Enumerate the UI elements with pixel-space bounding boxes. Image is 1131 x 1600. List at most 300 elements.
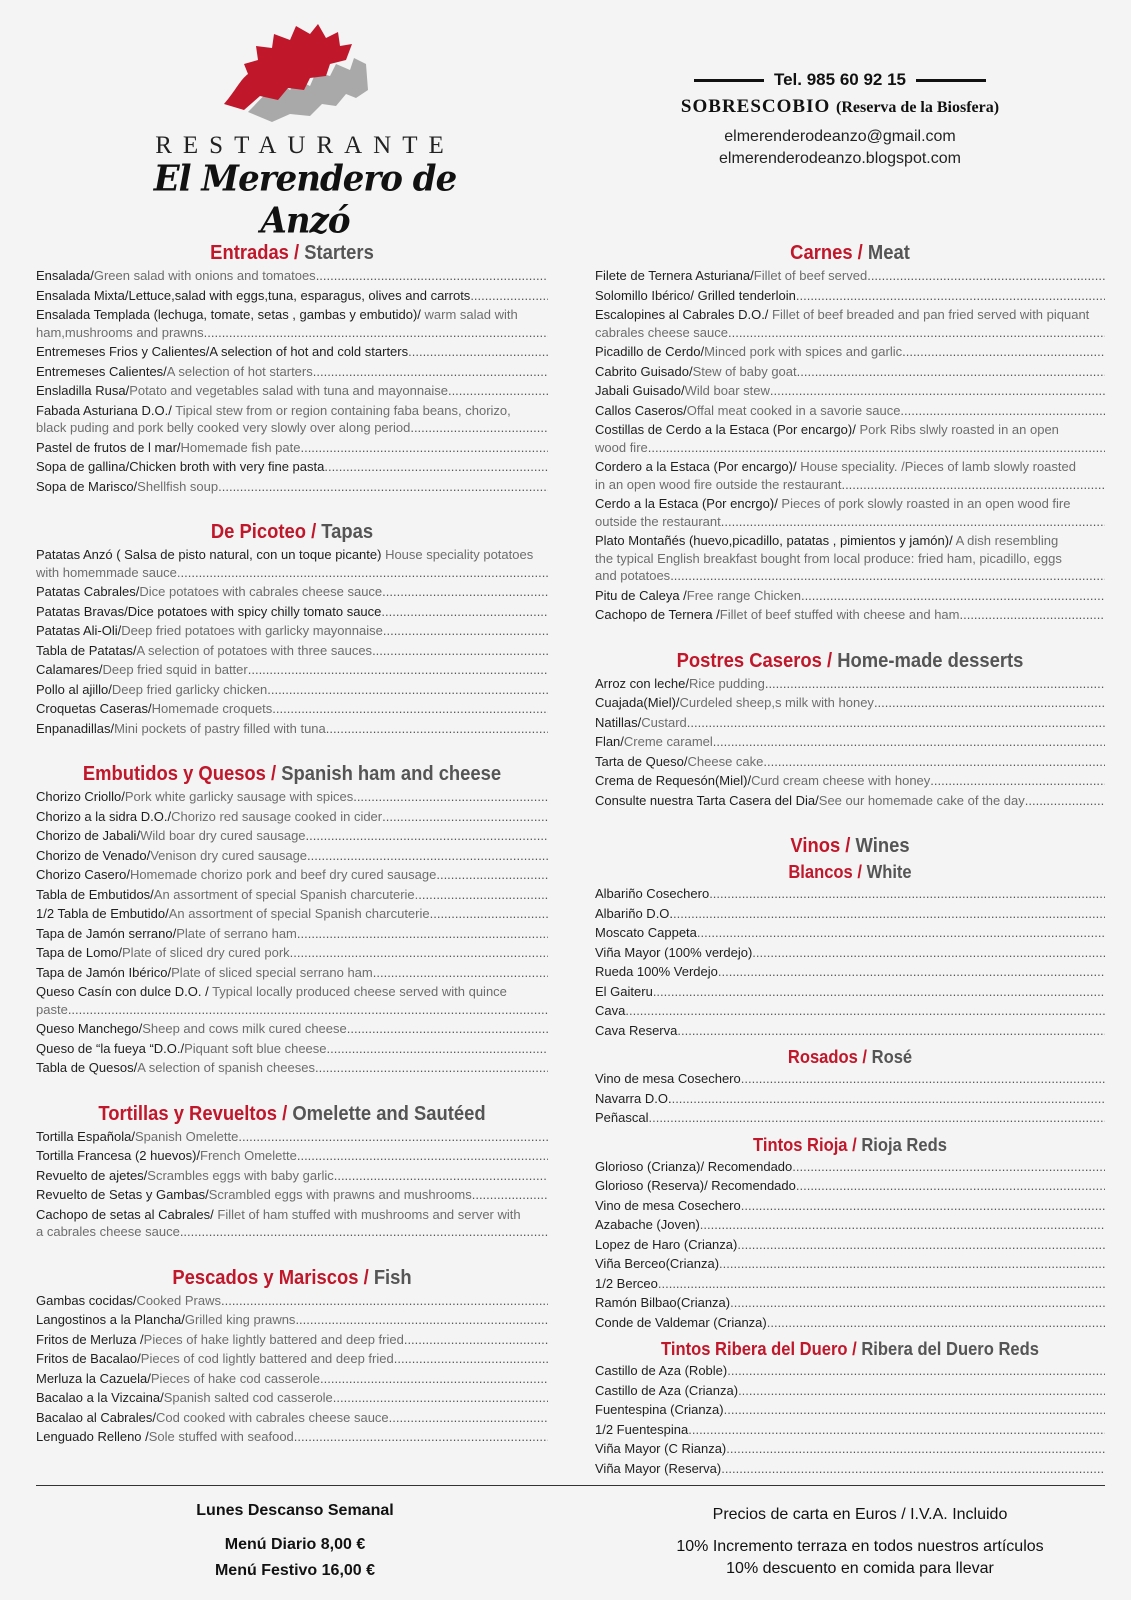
item-name: Pastel de frutos de l mar/ (36, 439, 181, 455)
item-description: Fillet of ham stuffed with mushrooms and server with (213, 1206, 521, 1222)
item-name: 1/2 Fuentespina (595, 1421, 689, 1437)
menu-item (36, 1167, 548, 1185)
item-name: Entremeses Frios y Calientes/A selection of hot and cold starters (36, 344, 409, 359)
menu-item (36, 642, 548, 660)
leader-dots (353, 788, 548, 806)
leader-dots (430, 905, 548, 923)
menu-item (595, 1314, 1105, 1332)
item-description: Pieces of hake lightly battered and deep fried (143, 1331, 404, 1347)
leader-dots (295, 1311, 548, 1329)
footer-right (640, 1504, 1080, 1580)
section-es: Postres Caseros (676, 649, 822, 672)
menu-item (595, 1440, 1105, 1458)
daily-menu-price: Menú Diario 8,00 € (224, 1536, 366, 1553)
item-name: Viña Berceo(Crianza) (595, 1256, 720, 1271)
item-description: Plate of sliced dry cured pork (122, 945, 290, 960)
section-en: Home-made desserts (837, 649, 1024, 672)
section-title-ribera: Tintos Ribera del Duero / Ribera del Duero Reds (661, 1339, 1039, 1359)
menu-item (595, 1177, 1105, 1195)
leader-dots (181, 564, 548, 582)
menu-item (595, 363, 1105, 381)
item-description: Stew of baby goat (692, 363, 797, 379)
item-name: Langostinos a la Plancha/ (36, 1312, 185, 1327)
item-description: Grilled king prawns (184, 1312, 296, 1327)
item-name: Queso de “la fueya “D.O./ (36, 1040, 185, 1056)
leader-dots (765, 675, 1105, 693)
section-en: Fish (373, 1266, 412, 1289)
menu-item (595, 694, 1105, 712)
menu-item (36, 439, 548, 457)
item-description: Homemade chorizo pork and beef dry cured sausage (129, 867, 437, 882)
item-description: and potatoes (595, 568, 671, 583)
section-es: Blancos (788, 862, 853, 882)
leader-dots (672, 1090, 1105, 1108)
item-description: Free range Chicken (686, 587, 801, 603)
item-name: Viña Mayor (100% verdejo) (595, 944, 753, 960)
item-name: Queso Manchego/ (36, 1021, 143, 1036)
menu-item (595, 1216, 1105, 1234)
item-description: Minced pork with spices and garlic (704, 344, 903, 359)
section-en: Ribera del Duero Reds (861, 1339, 1039, 1359)
item-name: Solomillo Ibérico/ Grilled tenderloin (595, 287, 796, 303)
item-description: See our homemade cake of the day (818, 792, 1025, 808)
leader-dots (1025, 792, 1105, 810)
leader-dots (410, 419, 548, 437)
item-name: Conde de Valdemar (Crianza) (595, 1314, 767, 1330)
section-es: De Picoteo (210, 521, 306, 543)
menu-item (36, 478, 548, 496)
item-description: in an open wood fire outside the restaurant (595, 476, 842, 492)
leader-dots (204, 324, 548, 342)
item-description: Pieces of hake cod casserole (150, 1370, 320, 1386)
menu-item (595, 733, 1105, 751)
menu-item (595, 1197, 1105, 1215)
menu-item (36, 1059, 548, 1077)
item-name: Cachopo de Ternera / (595, 607, 720, 622)
section-en: Omelette and Sautéed (292, 1102, 486, 1125)
brand-name: El Merendero de Anzó (153, 158, 457, 242)
menu-item (36, 925, 548, 943)
item-name: Ensalada Mixta/Lettuce,salad with eggs,tuna, esparagus, olives and carrots (36, 287, 471, 303)
section-es: Pescados y Mariscos (172, 1266, 359, 1289)
carnes-list (595, 267, 1105, 624)
item-name: Azabache (Joven) (595, 1217, 700, 1232)
leader-dots (238, 1128, 548, 1146)
menu-item (36, 944, 548, 962)
menu-item (36, 287, 548, 305)
menu-item (595, 1070, 1105, 1088)
menu-item (595, 343, 1105, 361)
leader-dots (721, 513, 1105, 531)
section-title-pescados: Pescados y Mariscos / Fish (172, 1266, 412, 1289)
leader-dots (347, 1020, 548, 1038)
item-description: A selection of hot starters (166, 363, 313, 379)
leader-dots (373, 964, 548, 982)
right-column (595, 240, 1105, 1479)
item-name: Cordero a la Estaca (Por encargo)/ (595, 459, 797, 474)
leader-dots (959, 606, 1105, 624)
leader-dots (267, 681, 548, 699)
leader-dots (394, 1350, 548, 1368)
menu-item (36, 306, 548, 341)
menu-header (0, 0, 1131, 242)
item-description: Scrambles eggs with baby garlic (147, 1167, 334, 1183)
menu-item (595, 1022, 1105, 1040)
menu-item (595, 753, 1105, 771)
item-description: Typical locally produced cheese served with quince (208, 984, 507, 999)
leader-dots (688, 1421, 1105, 1439)
item-description: Green salad with onions and tomatoes (93, 268, 316, 283)
item-name: Cuajada(Miel)/ (595, 695, 680, 710)
item-description: Fillet of beef stuffed with cheese and ham (719, 607, 960, 622)
rioja-list (595, 1158, 1105, 1332)
section-title-rioja: Tintos Rioja / Rioja Reds (753, 1134, 947, 1155)
menu-item (595, 714, 1105, 732)
item-name: Rueda 100% Verdejo (595, 964, 718, 979)
item-name: Arroz con leche/ (595, 675, 689, 691)
menu-item (595, 983, 1105, 1001)
leader-dots (796, 287, 1105, 305)
leader-dots (327, 1040, 548, 1058)
item-name: Chorizo Casero/ (36, 867, 130, 882)
section-en: Spanish ham and cheese (281, 763, 502, 785)
menu-item (36, 583, 548, 601)
section-es: Entradas (210, 242, 289, 264)
item-description: Curd cream cheese with honey (751, 773, 931, 788)
item-name: Peñascal (595, 1110, 649, 1125)
item-description: Pieces of pork slowly roasted in an open wood fire (777, 496, 1071, 511)
picoteo-list (36, 546, 548, 737)
item-description: Mini pockets of pastry filled with tuna (114, 720, 326, 736)
leader-dots (673, 905, 1105, 923)
leader-dots (248, 661, 548, 679)
menu-item (595, 287, 1105, 305)
menu-item (36, 1311, 548, 1329)
section-title-blancos: Blancos / White (788, 862, 912, 882)
leader-dots (867, 267, 1105, 285)
leader-dots (738, 1382, 1105, 1400)
brand-top: RESTAURANTE (155, 132, 455, 159)
item-name: Cabrito Guisado/ (595, 363, 693, 379)
item-description: Chorizo red sausage cooked in cider (171, 808, 383, 824)
leader-dots (797, 363, 1105, 381)
item-description: Dice potatoes with cabrales cheese sauce (139, 584, 383, 599)
item-name: Tabla de Embutidos/ (36, 886, 154, 902)
menu-item (36, 402, 548, 437)
leader-dots (389, 1409, 548, 1427)
leader-dots (741, 1197, 1105, 1215)
item-description: the typical English breakfast bought from local produce: fried ham, picadillo, eggs (595, 550, 1062, 566)
item-name: Vino de mesa Cosechero (595, 1071, 741, 1086)
item-description: An assortment of special Spanish charcuterie (168, 906, 430, 921)
leader-dots (472, 1186, 548, 1204)
leader-dots (290, 944, 548, 962)
item-name: Viña Mayor (Reserva) (595, 1460, 722, 1476)
entradas-list (36, 267, 548, 495)
embutidos-list (36, 788, 548, 1077)
item-name: Chorizo a la sidra D.O./ (36, 808, 172, 824)
item-name: Cava Reserva (595, 1022, 678, 1038)
item-description: warm salad with (420, 307, 518, 322)
menu-item (36, 1389, 548, 1407)
item-name: Revuelto de Setas y Gambas/ (36, 1187, 209, 1202)
rest-day: Lunes Descanso Semanal (196, 1502, 394, 1519)
item-name: Patatas Cabrales/ (36, 584, 140, 599)
leader-dots (670, 567, 1105, 585)
menu-item (36, 1370, 548, 1388)
item-name: Jabali Guisado/ (595, 383, 685, 398)
menu-item (595, 1382, 1105, 1400)
menu-item (595, 1090, 1105, 1108)
item-name: Castillo de Aza (Crianza) (595, 1382, 739, 1398)
menu-item (595, 885, 1105, 903)
leader-dots (372, 642, 548, 660)
menu-item (36, 382, 548, 400)
menu-item (595, 1294, 1105, 1312)
item-name: Tortilla Francesa (2 huevos)/ (36, 1148, 201, 1163)
item-description: Deep fried garlicky chicken (111, 681, 268, 697)
item-name: Entremeses Calientes/ (36, 363, 167, 379)
pescados-list (36, 1292, 548, 1446)
item-name: Chorizo de Venado/ (36, 847, 151, 863)
item-name: Tapa de Jamón Ibérico/ (36, 964, 172, 980)
item-description: Sheep and cows milk cured cheese (142, 1021, 347, 1036)
menu-item (36, 363, 548, 381)
menu-item (595, 944, 1105, 962)
item-name: Cerdo a la Estaca (Por encrgo)/ (595, 496, 778, 511)
menu-item (36, 1020, 548, 1038)
item-description: Piquant soft blue cheese (184, 1040, 327, 1056)
divider (694, 79, 764, 82)
leader-dots (180, 1223, 548, 1241)
menu-item (595, 421, 1105, 456)
menu-item (595, 1002, 1105, 1020)
leader-dots (718, 963, 1105, 981)
menu-item (36, 622, 548, 640)
item-name: Patatas Anzó ( Salsa de pisto natural, con un toque picante) (36, 547, 382, 562)
section-title-vinos: Vinos / Wines (790, 835, 910, 857)
holiday-menu-price: Menú Festivo 16,00 € (214, 1562, 376, 1579)
leader-dots (767, 1314, 1105, 1332)
phone-number: Tel. 985 60 92 15 (773, 70, 906, 89)
leader-dots (297, 925, 548, 943)
item-name: Tabla de Patatas/ (36, 642, 137, 658)
section-title-embutidos: Embutidos y Quesos / Spanish ham and cheese (82, 763, 502, 785)
item-name: Viña Mayor (C Rianza) (595, 1441, 727, 1456)
menu-item (36, 1040, 548, 1058)
section-title-postres: Postres Caseros / Home-made desserts (676, 649, 1024, 672)
leader-dots (902, 343, 1105, 361)
leader-dots (730, 1294, 1105, 1312)
menu-item (595, 1109, 1105, 1127)
leader-dots (294, 1428, 548, 1446)
menu-item (36, 546, 548, 581)
left-column (36, 240, 548, 1448)
leader-dots (448, 382, 548, 400)
item-description: Sole stuffed with seafood (148, 1429, 294, 1444)
item-description: Wild boar stew (684, 383, 770, 398)
menu-item (595, 495, 1105, 530)
section-title-entradas: Entradas / Starters (210, 242, 374, 264)
item-description: Fillet of beef breaded and pan fried served with piquant (768, 307, 1090, 322)
leader-dots (770, 382, 1105, 400)
leader-dots (68, 1001, 548, 1019)
item-name: Filete de Ternera Asturiana/ (595, 268, 754, 283)
item-name: Ensalada/ (36, 268, 94, 283)
item-name: Tapa de Jamón serrano/ (36, 925, 177, 941)
leader-dots (727, 1362, 1105, 1380)
menu-item (595, 382, 1105, 400)
section-en: White (866, 862, 912, 882)
leader-dots (326, 720, 548, 738)
item-name: Tapa de Lomo/ (36, 945, 123, 960)
leader-dots (383, 622, 548, 640)
menu-item (595, 1158, 1105, 1176)
menu-item (36, 866, 548, 884)
leader-dots (316, 267, 548, 285)
item-name: Enpanadillas/ (36, 720, 115, 736)
section-en: Wines (855, 835, 910, 857)
leader-dots (272, 700, 548, 718)
email[interactable]: elmerenderodeanzo@gmail.com (724, 128, 956, 145)
item-name: Consulte nuestra Tarta Casera del Dia/ (595, 792, 819, 808)
section-en: Starters (304, 242, 374, 264)
item-name: Vino de mesa Cosechero (595, 1197, 741, 1213)
menu-item (36, 458, 548, 476)
item-description: Custard (641, 714, 687, 730)
item-description: A dish resembling (952, 533, 1059, 548)
menu-item (36, 1128, 548, 1146)
leader-dots (436, 866, 548, 884)
section-en: Rosé (871, 1047, 913, 1067)
section-en: Rioja Reds (861, 1134, 947, 1155)
takeaway-note: 10% descuento en comida para llevar (726, 1560, 994, 1577)
place-name: SOBRESCOBIO (680, 96, 831, 117)
item-name: Fritos de Merluza / (36, 1331, 144, 1347)
section-title-carnes: Carnes / Meat (790, 242, 910, 264)
blog-link[interactable]: elmerenderodeanzo.blogspot.com (719, 150, 961, 167)
menu-item (595, 905, 1105, 923)
leader-dots (306, 827, 548, 845)
item-name: Ensladilla Rusa/ (36, 383, 130, 398)
menu-item (595, 675, 1105, 693)
leader-dots (470, 287, 548, 305)
item-description: black puding and pork belly cooked very slowly over along period (36, 420, 411, 435)
item-name: Merluza la Cazuela/ (36, 1370, 151, 1386)
leader-dots (874, 694, 1105, 712)
leader-dots (841, 476, 1105, 494)
item-description: cabrales cheese sauce (595, 324, 728, 340)
postres-list (595, 675, 1105, 810)
menu-item (36, 1409, 548, 1427)
item-description: Deep fried squid in batter (102, 662, 248, 677)
leader-dots (307, 847, 548, 865)
blancos-list (595, 885, 1105, 1039)
menu-item (36, 905, 548, 923)
item-description: Potato and vegetables salad with tuna and mayonnaise (129, 383, 448, 398)
item-name: Glorioso (Reserva)/ Recomendado (595, 1178, 796, 1193)
leader-dots (315, 1059, 548, 1077)
item-name: Ramón Bilbao(Crianza) (595, 1295, 731, 1310)
item-name: Picadillo de Cerdo/ (595, 344, 705, 359)
item-description: Spanish salted cod casserole (163, 1390, 333, 1405)
leader-dots (724, 1401, 1105, 1419)
item-description: Homemade croquets (151, 701, 273, 716)
item-name: Chorizo Criollo/ (36, 789, 125, 804)
menu-item (36, 720, 548, 738)
menu-item (595, 963, 1105, 981)
item-description: Pork white garlicky sausage with spices (124, 789, 354, 804)
item-name: Cava (595, 1003, 626, 1018)
leader-dots (300, 439, 548, 457)
leader-dots (726, 1440, 1105, 1458)
item-name: Moscato Cappeta (595, 925, 697, 940)
rosados-list (595, 1070, 1105, 1127)
leader-dots (930, 772, 1105, 790)
leader-dots (408, 343, 548, 361)
item-description: a cabrales cheese sauce (36, 1224, 180, 1239)
item-description: Curdeled sheep,s milk with honey (679, 695, 874, 710)
menu-item (36, 343, 548, 361)
section-title-rosados: Rosados / Rosé (787, 1047, 913, 1067)
item-name: Chorizo de Jabali/ (36, 828, 141, 843)
item-description: Offal meat cooked in a savorie sauce (686, 402, 901, 418)
item-name: Croquetas Caseras/ (36, 701, 152, 716)
item-description: French Omelette (200, 1148, 297, 1163)
leader-dots (687, 714, 1105, 732)
leader-dots (218, 478, 548, 496)
leader-dots (721, 1460, 1105, 1478)
menu-item (595, 1255, 1105, 1273)
section-en: Tapas (321, 521, 374, 543)
menu-item (36, 661, 548, 679)
item-description: Creme caramel (623, 734, 713, 749)
menu-item (595, 1460, 1105, 1478)
leader-dots (648, 439, 1105, 457)
section-es: Carnes (790, 242, 853, 264)
item-name: Fritos de Bacalao/ (36, 1351, 141, 1366)
contact-block (620, 70, 1060, 170)
menu-item (36, 1186, 548, 1204)
item-description: with homemmade sauce. (36, 564, 181, 580)
leader-dots (313, 363, 548, 381)
menu-item (36, 1331, 548, 1349)
item-name: Gambas cocidas/ (36, 1292, 137, 1308)
item-name: Bacalao al Cabrales/ (36, 1409, 156, 1425)
item-name: Castillo de Aza (Roble) (595, 1363, 728, 1378)
menu-item (595, 402, 1105, 420)
leader-dots (737, 1236, 1105, 1254)
menu-item (36, 681, 548, 699)
leader-dots (404, 1331, 548, 1349)
item-name: Lenguado Relleno / (36, 1429, 149, 1444)
item-description: Cheese cake (687, 753, 764, 769)
item-name: Glorioso (Crianza)/ Recomendado (595, 1158, 793, 1174)
item-name: Callos Caseros/ (595, 402, 687, 418)
leader-dots (719, 1255, 1105, 1273)
menu-item (36, 603, 548, 621)
terrace-note: 10% Incremento terraza en todos nuestros artículos (676, 1538, 1044, 1555)
item-description: Shellfish soup (137, 478, 219, 494)
menu-item (595, 532, 1105, 585)
item-description: Venison dry cured sausage (150, 847, 308, 863)
item-name: Albariño D.O. (595, 905, 674, 921)
item-name: Costillas de Cerdo a la Estaca (Por encargo)/ (595, 422, 856, 437)
item-description: Homemade fish pate (180, 439, 301, 455)
item-name: Patatas Bravas/Dice potatoes with spicy chilly tomato sauce (36, 603, 382, 619)
item-description: Cod cooked with cabrales cheese sauce (155, 1409, 389, 1425)
section-es: Tintos Rioja (753, 1134, 848, 1155)
